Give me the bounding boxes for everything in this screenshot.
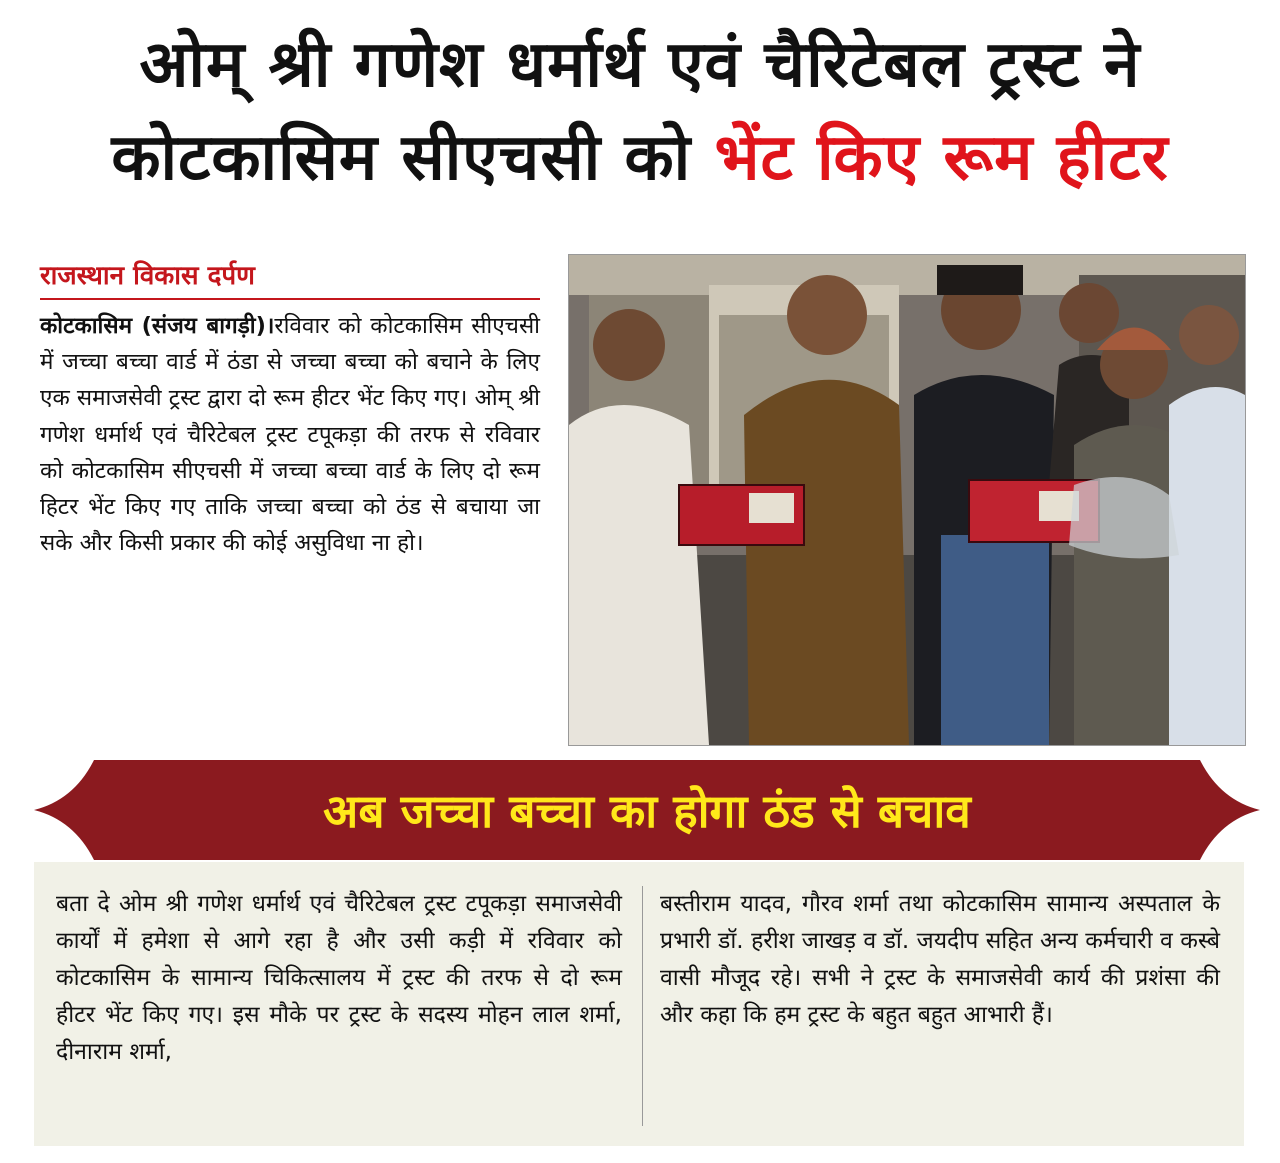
story-dateline: कोटकासिम (संजय बागड़ी)। [40, 313, 275, 339]
news-photo [568, 254, 1246, 746]
story-text [40, 308, 540, 561]
source-credit: राजस्थान विकास दर्पण [40, 256, 540, 300]
continuation-right-column: बस्तीराम यादव, गौरव शर्मा तथा कोटकासिम सामान्य अस्पताल के प्रभारी डॉ. हरीश जाखड़ व डॉ. जयदीप सहित अन्य कर्मचारी व कस्बे वासी मौजूद रहे। सभी ने ट्रस्ट के समाजसेवी कार्य की प्रशंसा की और कहा कि हम ट्रस्ट के बहुत बहुत आभारी हैं। [660, 891, 1220, 1028]
story-body: रविवार को कोटकासिम सीएचसी में जच्चा बच्चा वार्ड में ठंडा से जच्चा बच्चा को बचाने के लिए एक समाजसेवी ट्रस्ट द्वारा दो रूम हीटर भेंट किए गए। ओम् श्री गणेश धर्मार्थ एवं चैरिटेबल ट्रस्ट टपूकड़ा की तरफ से रविवार को कोटकासिम सीएचसी में जच्चा बच्चा वार्ड के लिए दो रूम हिटर भेंट किए गए ताकि जच्चा बच्चा को ठंड से बचाया जा सके और किसी प्रकार की कोई असुविधा ना हो। [40, 313, 540, 557]
continuation-box [34, 862, 1244, 1146]
headline [20, 22, 1260, 208]
banner-text: अब जच्चा बच्चा का होगा ठंड से बचाव [323, 784, 971, 838]
continuation-left-column: बता दे ओम श्री गणेश धर्मार्थ एवं चैरिटेबल ट्रस्ट टपूकड़ा समाजसेवी कार्यों में हमेशा से आगे रहा है और उसी कड़ी में रविवार को कोटकासिम के सामान्य चिकित्सालय में ट्रस्ट की तरफ से दो रूम हीटर भेंट किए गए। इस मौके पर ट्रस्ट के सदस्य मोहन लाल शर्मा, दीनाराम शर्मा, [56, 891, 622, 1065]
headline-line-1: ओम् श्री गणेश धर्मार्थ एवं चैरिटेबल ट्रस्ट ने [139, 28, 1141, 102]
headline-line-2 [20, 108, 1260, 208]
group-photo-illustration [569, 255, 1245, 745]
headline-line-2-red: भेंट किए रूम हीटर [714, 121, 1169, 195]
subheading-banner [34, 760, 1260, 860]
column-divider [642, 886, 643, 1126]
headline-line-2-black: कोटकासिम सीएचसी को [111, 121, 692, 195]
